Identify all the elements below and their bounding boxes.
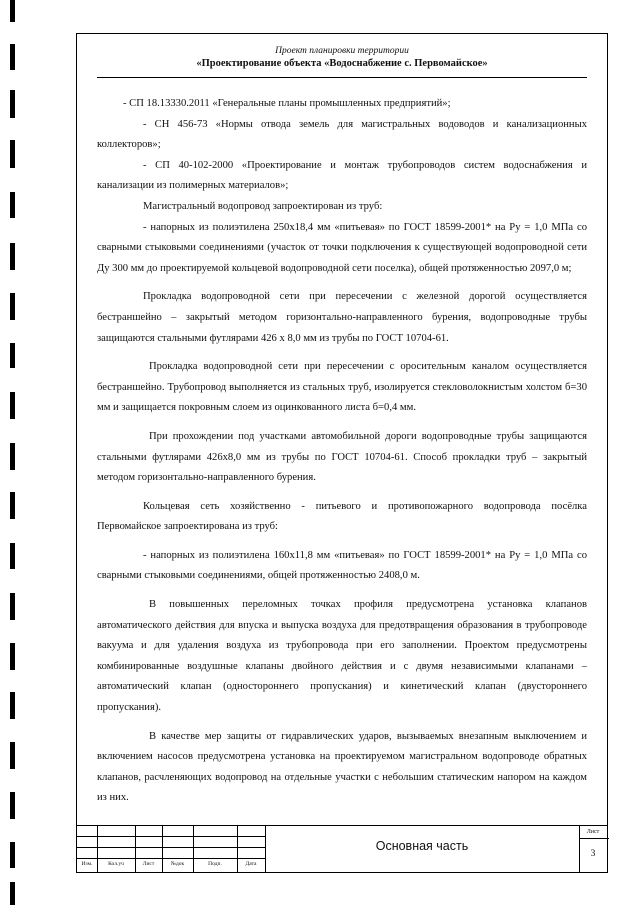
paragraph: При прохождении под участками автомобильной дороги водопроводные трубы защищаются стальными футлярами 426х8,0 мм из трубы по ГОСТ 10704-61. Способ прокладки труб – закрытый методом горизонтально-направленного бурения. <box>97 430 587 484</box>
paragraph: Прокладка водопроводной сети при пересечении с железной дорогой осуществляется бестраншейно – закрытый методом горизонтально-направленного бурения, водопроводные трубы защищаются стальными футлярами 426 х 8,0 мм из трубы по ГОСТ 10704-61. <box>97 291 587 344</box>
binding-mark <box>10 44 15 70</box>
paragraph: - СП 40-102-2000 «Проектирование и монтаж трубопроводов систем водоснабжения и канализации из полимерных материалов»; <box>97 159 587 192</box>
stamp-label-sheet: Лист <box>142 861 155 867</box>
paragraph: Магистральный водопровод запроектирован из труб: <box>143 200 383 212</box>
binding-mark <box>10 90 15 118</box>
binding-mark <box>10 742 15 769</box>
paragraph: В повышенных переломных точках профиля предусмотрена установка клапанов автоматического действия для впуска и выпуска воздуха для предотвращения образования в трубопроводе вакуума и для удаления воздуха из трубопровода при его заполнении. Проектом предусмотрены комбинированные воздушные клапаны двойного действия и с двумя независимыми клапанами – автоматический клапан (одностороннего пропускания) и кинетический клапан (двустороннего пропускания). <box>97 599 587 714</box>
binding-mark <box>10 192 15 218</box>
page-header <box>77 45 607 71</box>
title-block <box>77 825 607 872</box>
binding-mark <box>10 293 15 320</box>
project-caption: Проект планировки территории <box>275 46 409 56</box>
header-divider <box>97 77 587 78</box>
document-body <box>97 94 587 809</box>
paragraph: В качестве мер защиты от гидравлических ударов, вызываемых внезапным выключением и включением насосов предусмотрена установка на проектируемом магистральном водопроводе обратных клапанов, расчленяющих водопровод на отдельные участки с небольшим статическим напором на каждом из них. <box>97 730 587 804</box>
document-frame <box>76 33 608 873</box>
binding-mark <box>10 492 15 519</box>
stamp-label-signature: Подп. <box>208 861 222 867</box>
binding-mark <box>10 882 15 905</box>
sheet-number: 3 <box>590 849 596 859</box>
binding-mark <box>10 643 15 670</box>
stamp-label-count: Кол.уч <box>108 861 124 867</box>
paragraph: - напорных из полиэтилена 250х18,4 мм «питьевая» по ГОСТ 18599-2001* на Ру = 1,0 МПа со сварными стыковыми соединениями (участок от точки подключения к существующей водопроводной сети Ду 300 мм до проектируемой кольцевой водопроводной сети поселка), общей протяженностью 2097,0 м; <box>97 221 587 274</box>
binding-mark <box>10 343 15 368</box>
stamp-rule <box>579 838 609 839</box>
paragraph: - СН 456-73 «Нормы отвода земель для магистральных водоводов и канализационных коллекторов»; <box>97 118 587 151</box>
binding-mark <box>10 692 15 719</box>
paragraph: Кольцевая сеть хозяйственно - питьевого и противопожарного водопровода посёлка Первомайское запроектирована из труб: <box>97 500 587 533</box>
binding-mark <box>10 792 15 819</box>
binding-mark <box>10 543 15 569</box>
paragraph: Прокладка водопроводной сети при пересечении с оросительным каналом осуществляется бестраншейно. Трубопровод выполняется из стальных труб, изолируется стекловолокнистым холстом б=30 мм и защищается покровным слоем из оцинкованного листа б=0,4 мм. <box>97 361 587 414</box>
stamp-label-date: Дата <box>245 861 257 867</box>
sheet-label: Лист <box>586 829 600 835</box>
binding-mark <box>10 0 15 22</box>
project-title: «Проектирование объекта «Водоснабжение с. Первомайское» <box>196 58 488 69</box>
binding-mark <box>10 443 15 470</box>
stamp-label-change: Изм. <box>81 861 93 867</box>
binding-mark <box>10 593 15 620</box>
binding-mark <box>10 392 15 419</box>
paragraph: - СП 18.13330.2011 «Генеральные планы промышленных предприятий»; <box>123 98 451 109</box>
stamp-label-doc-number: №док <box>170 861 185 867</box>
binding-mark <box>10 243 15 270</box>
binding-mark <box>10 842 15 868</box>
binding-mark <box>10 140 15 168</box>
paragraph: - напорных из полиэтилена 160х11,8 мм «питьевая» по ГОСТ 18599-2001* на Ру = 1,0 МПа со сварными стыковыми соединениями, общей протяженностью 2408,0 м. <box>97 549 587 582</box>
document-section-name: Основная часть <box>375 839 469 853</box>
